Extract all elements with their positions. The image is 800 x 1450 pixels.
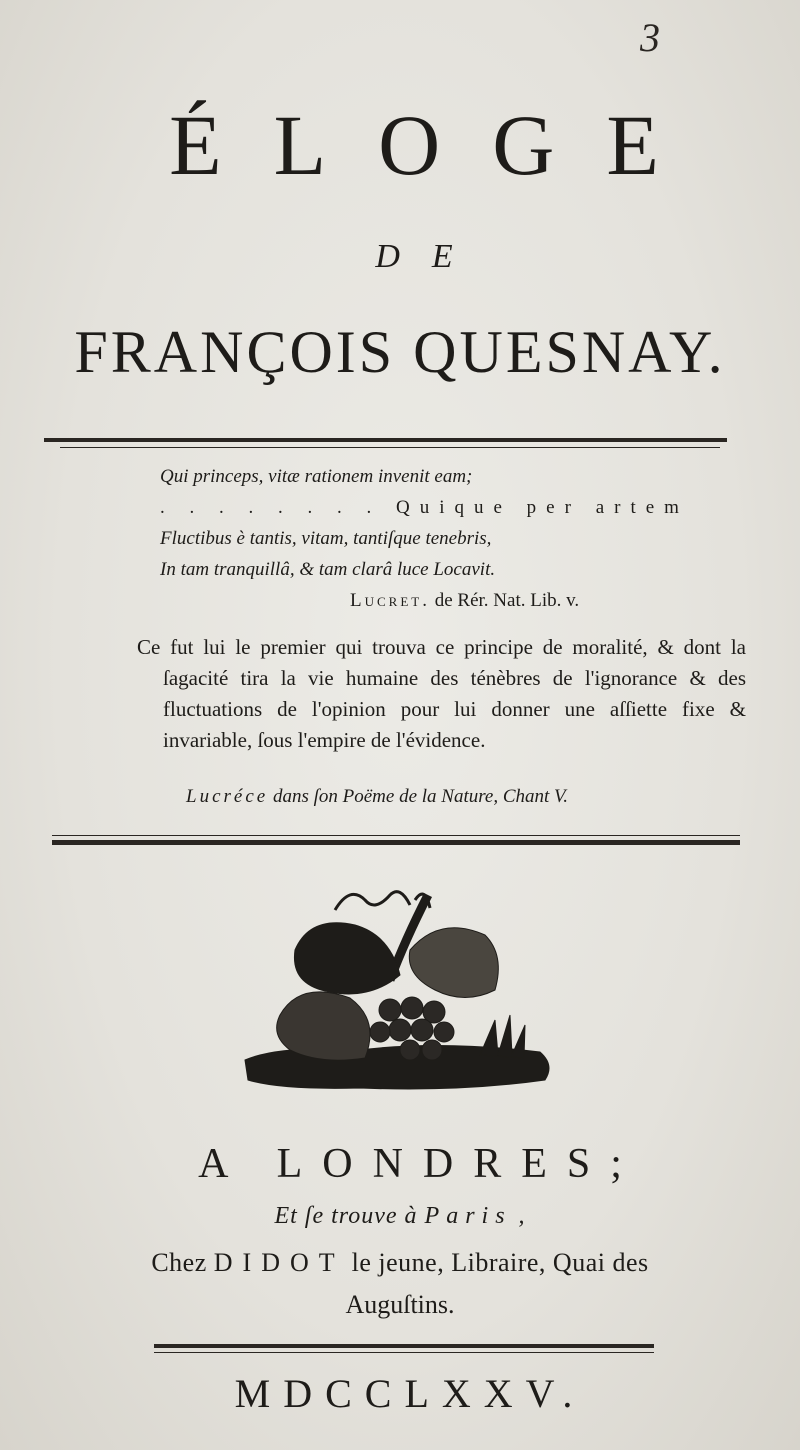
top-rule-thick bbox=[44, 438, 727, 442]
bottom-rule-thick bbox=[154, 1344, 654, 1348]
publication-date: MDCCLXXV. bbox=[234, 1371, 586, 1416]
imprint-publisher-rest: le jeune, Libraire, Quai des bbox=[351, 1248, 649, 1277]
page-title: ÉLOGE bbox=[169, 97, 711, 193]
title-connector: DE bbox=[375, 238, 485, 275]
page-number: 3 bbox=[640, 15, 660, 60]
grape-vine-woodcut-icon bbox=[240, 880, 560, 1100]
imprint-street: Auguſtins. bbox=[345, 1290, 455, 1319]
epigraph-line: . . . . . . . . Quique per artem bbox=[160, 497, 689, 518]
french-citation-author: Lucréce bbox=[186, 786, 269, 807]
middle-rule-thin bbox=[52, 835, 740, 836]
french-citation bbox=[186, 786, 568, 808]
imprint-chez: Chez bbox=[151, 1248, 207, 1277]
latin-citation-work: de Rér. Nat. Lib. v. bbox=[434, 590, 580, 611]
bottom-rule-thin bbox=[154, 1352, 654, 1353]
imprint-paris: Paris bbox=[424, 1203, 512, 1229]
imprint-publisher-line bbox=[0, 1248, 800, 1278]
french-translation: Ce fut lui le premier qui trouva ce principe de moralité, & dont la ſagacité tira la vie humaine des ténèbres de l'ignorance & des fluctuations de l'opinion pour lui donner une aſſiette fixe & invariable, ſous l'empire de l'évidence. bbox=[137, 635, 746, 752]
epigraph-line: Qui princeps, vitæ rationem invenit eam; bbox=[160, 466, 473, 487]
imprint-city: A LONDRES; bbox=[198, 1141, 642, 1187]
latin-citation bbox=[350, 590, 579, 612]
latin-epigraph bbox=[160, 466, 760, 590]
imprint-publisher: DIDOT bbox=[213, 1248, 345, 1277]
top-rule-thin bbox=[60, 447, 720, 448]
middle-rule-thick bbox=[52, 840, 740, 845]
epigraph-line: Fluctibus è tantis, vitam, tantiſque tenebris, bbox=[160, 528, 492, 549]
epigraph-line: In tam tranquillâ, & tam clarâ luce Locavit. bbox=[160, 559, 496, 580]
subject-name: FRANÇOIS QUESNAY. bbox=[74, 319, 726, 385]
latin-citation-author: Lucret. bbox=[350, 590, 430, 611]
french-citation-work: dans ſon Poëme de la Nature, Chant V. bbox=[272, 786, 568, 807]
imprint-also-found-text: Et ſe trouve à bbox=[274, 1203, 418, 1229]
imprint-also-found: Et ſe trouve à Paris , bbox=[274, 1203, 526, 1229]
